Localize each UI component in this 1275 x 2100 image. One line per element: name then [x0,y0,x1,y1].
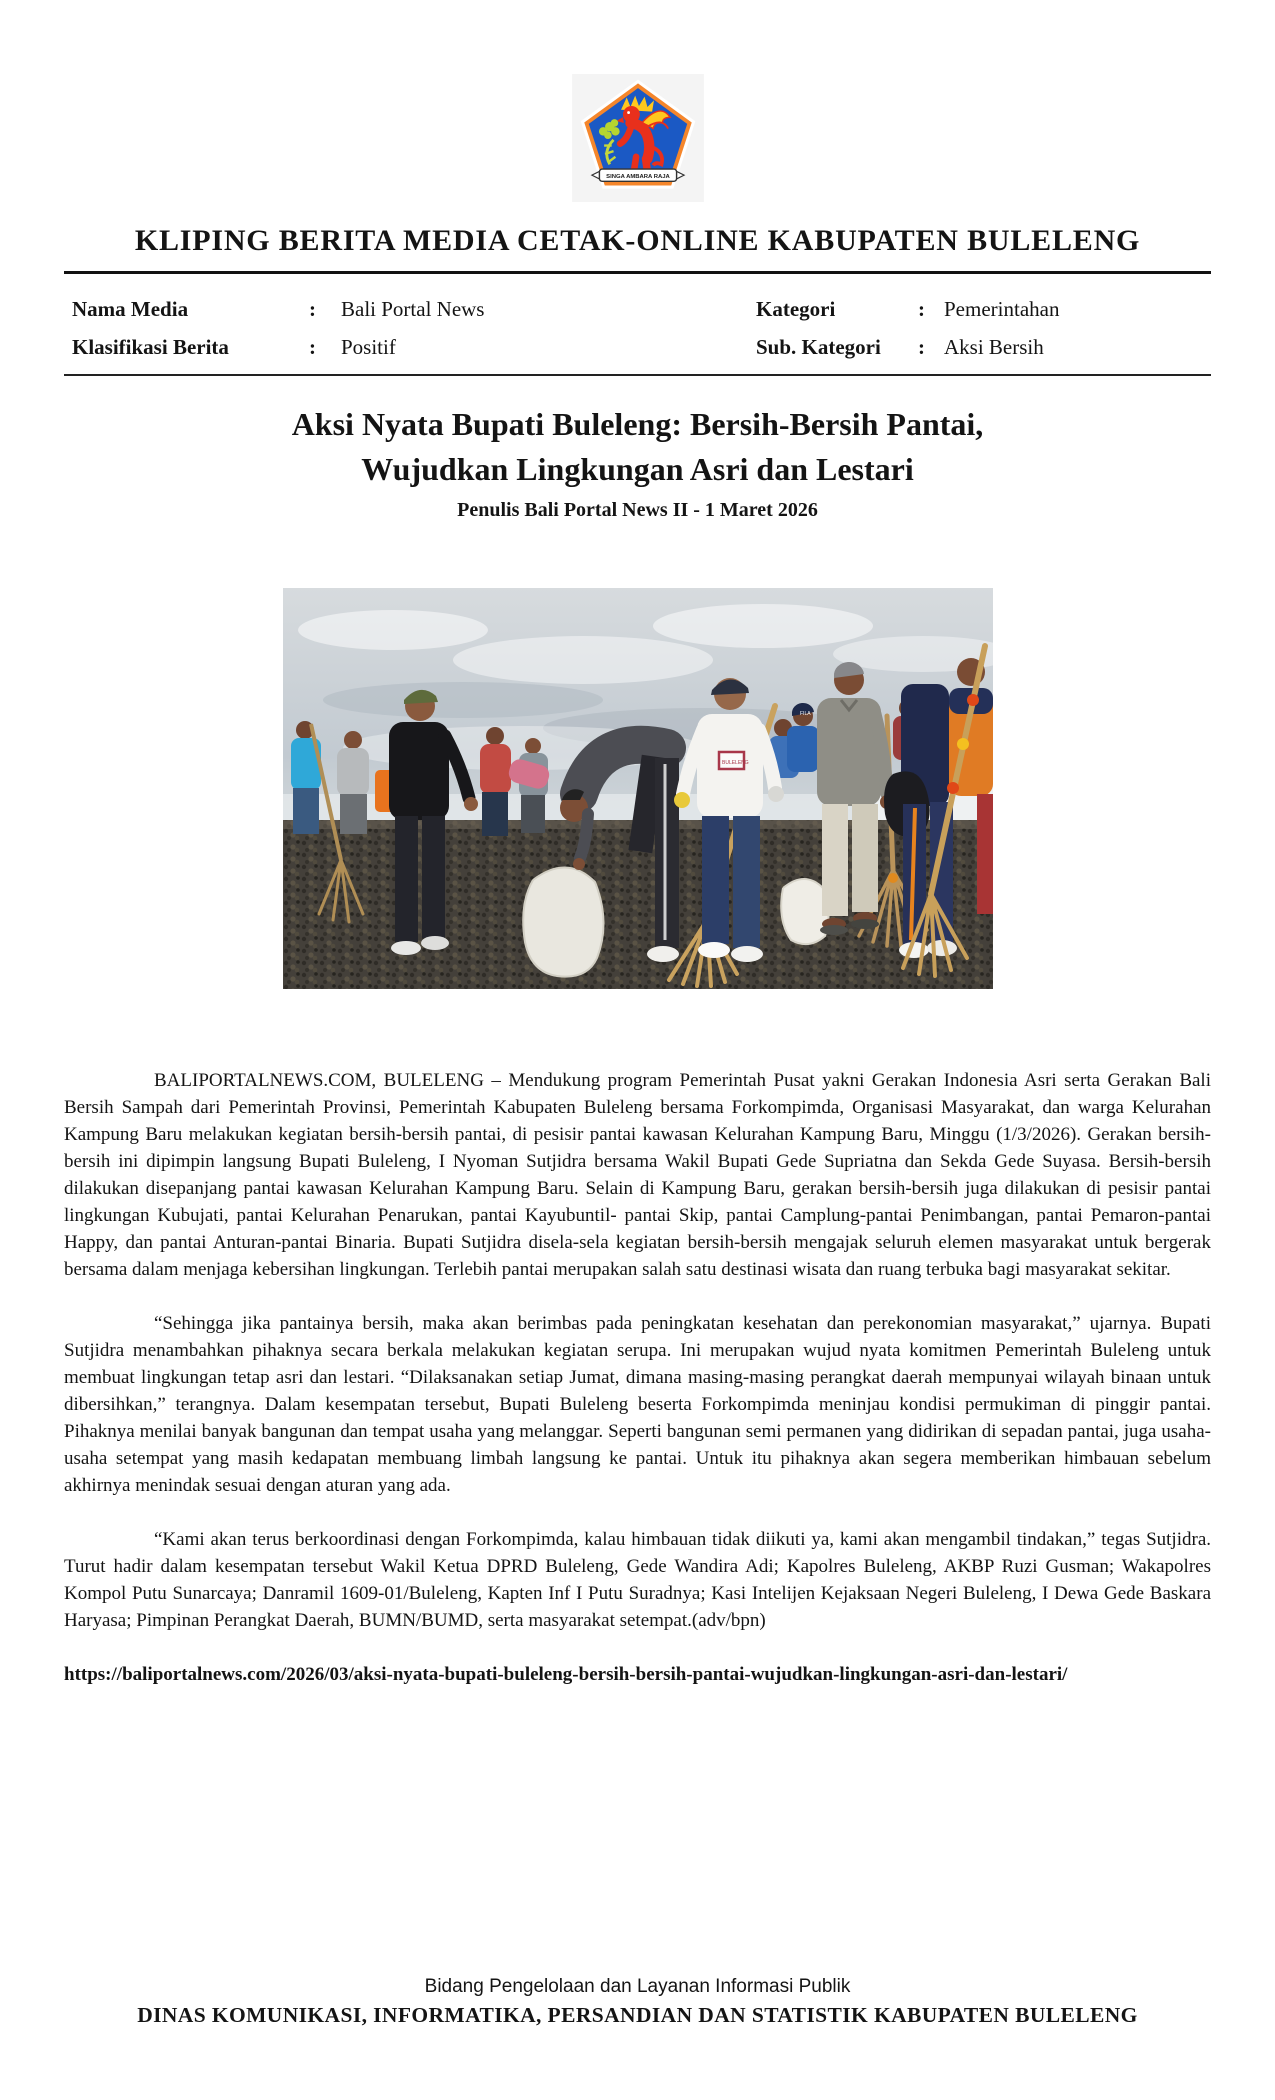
meta-label-kategori: Kategori [756,297,836,321]
meta-table [64,274,1211,374]
meta-colon: : [309,335,316,359]
photo-cap-brand-text: FILA [799,710,811,717]
footer [0,1976,1275,2028]
logo-banner-text: SINGA AMBARA RAJA [605,174,670,180]
photo-shirt-badge-text: BULELENG [721,759,749,766]
meta-value-nama-media: Bali Portal News [341,297,485,321]
article-byline: Penulis Bali Portal News II - 1 Maret 2026 [457,498,818,521]
article-paragraph-3: “Kami akan terus berkoordinasi dengan Forkompimda, kalau himbauan tidak diikuti ya, kami akan mengambil tindakan,” tegas Sutjidra. Turut hadir dalam kesempatan tersebut Wakil Ketua DPRD Buleleng, Gede Wandira Adi; Kapolres Buleleng, AKBP Ruzi Gusman; Wakapolres Kompol Putu Sunarcaya; Danramil 1609-01/Buleleng, Kapten Inf I Putu Suradnya; Kasi Intelijen Kejaksaan Negeri Buleleng, I Dewa Gede Baskara Haryasa; Pimpinan Perangkat Daerah, BUMN/BUMD, serta masyarakat setempat.(adv/bpn) [64,1528,1211,1631]
article-body [64,1067,1211,1688]
meta-label-klasifikasi: Klasifikasi Berita [72,335,229,359]
meta-value-sub-kategori: Aksi Bersih [944,335,1044,359]
beach-cleanup-photo [283,588,993,989]
buleleng-emblem-icon [572,74,704,202]
article-paragraph-1: BALIPORTALNEWS.COM, BULELENG – Mendukung program Pemerintah Pusat yakni Gerakan Indonesia Asri serta Gerakan Bali Bersih Sampah dari Pemerintah Provinsi, Pemerintah Kabupaten Buleleng bersama Forkompimda, Organisasi Masyarakat, dan warga Kelurahan Kampung Baru melakukan kegiatan bersih-bersih pantai, di pesisir pantai kawasan Kelurahan Kampung Baru, Minggu (1/3/2026). Gerakan bersih-bersih ini dipimpin langsung Bupati Buleleng, I Nyoman Sutjidra bersama Wakil Bupati Gede Supriatna dan Sekda Gede Suyasa. Bersih-bersih dilakukan disepanjang pantai kawasan Kelurahan Kampung Baru. Selain di Kampung Baru, gerakan bersih-bersih juga dilakukan di pesisir pantai lingkungan Kubujati, pantai Kelurahan Penarukan, pantai Kayubuntil- pantai Skip, pantai Camplung-pantai Penimbangan, pantai Pemaron-pantai Happy, dan pantai Anturan-pantai Binaria. Bupati Sutjidra disela-sela kegiatan bersih-bersih mengajak seluruh elemen masyarakat untuk bergerak bersama dalam menjaga kebersihan lingkungan. Terlebih pantai merupakan salah satu destinasi wisata dan ruang terbuka bagi masyarakat sekitar. [64,1069,1211,1280]
meta-colon: : [918,335,925,359]
meta-colon: : [309,297,316,321]
article-source-url[interactable]: https://baliportalnews.com/2026/03/aksi-nyata-bupati-buleleng-bersih-bersih-pantai-wujudkan-lingkungan-asri-dan-lestari/ [64,1663,1068,1685]
footer-division: Bidang Pengelolaan dan Layanan Informasi Publik [424,1976,851,1997]
article-title: Aksi Nyata Bupati Buleleng: Bersih-Bersih Pantai, Wujudkan Lingkungan Asri dan Lestari [291,406,984,488]
article-paragraph-2: “Sehingga jika pantainya bersih, maka akan berimbas pada peningkatan kesehatan dan perekonomian masyarakat,” ujarnya. Bupati Sutjidra menambahkan pihaknya secara berkala melakukan kegiatan serupa. Ini merupakan wujud nyata komitmen Pemerintah Buleleng untuk membuat lingkungan tetap asri dan lestari. “Dilaksanakan setiap Jumat, dimana masing-masing perangkat daerah mempunyai wilayah binaan untuk dibersihkan,” terangnya. Dalam kesempatan tersebut, Bupati Buleleng beserta Forkompimda meninjau kondisi permukiman di pinggir pantai. Pihaknya menilai banyak bangunan dan tempat usaha yang melanggar. Seperti bangunan semi permanen yang didirikan di sepadan pantai, juga usaha-usaha setempat yang masih kedapatan membuang limbah langsung ke pantai. Untuk itu pihaknya akan segera memberikan himbauan sebelum akhirnya menindak sesuai dengan aturan yang ada. [64,1312,1211,1496]
logo-banner [591,169,683,181]
meta-value-kategori: Pemerintahan [944,297,1060,321]
meta-colon: : [918,297,925,321]
meta-value-klasifikasi: Positif [341,335,396,359]
document-title: KLIPING BERITA MEDIA CETAK-ONLINE KABUPATEN BULELENG [134,224,1141,257]
meta-label-sub-kategori: Sub. Kategori [756,335,881,359]
meta-label-nama-media: Nama Media [72,297,189,321]
divider-thin [64,374,1211,376]
footer-agency: DINAS KOMUNIKASI, INFORMATIKA, PERSANDIAN DAN STATISTIK KABUPATEN BULELENG [137,2003,1138,2027]
article-photo [283,588,993,989]
agency-logo [572,74,704,202]
